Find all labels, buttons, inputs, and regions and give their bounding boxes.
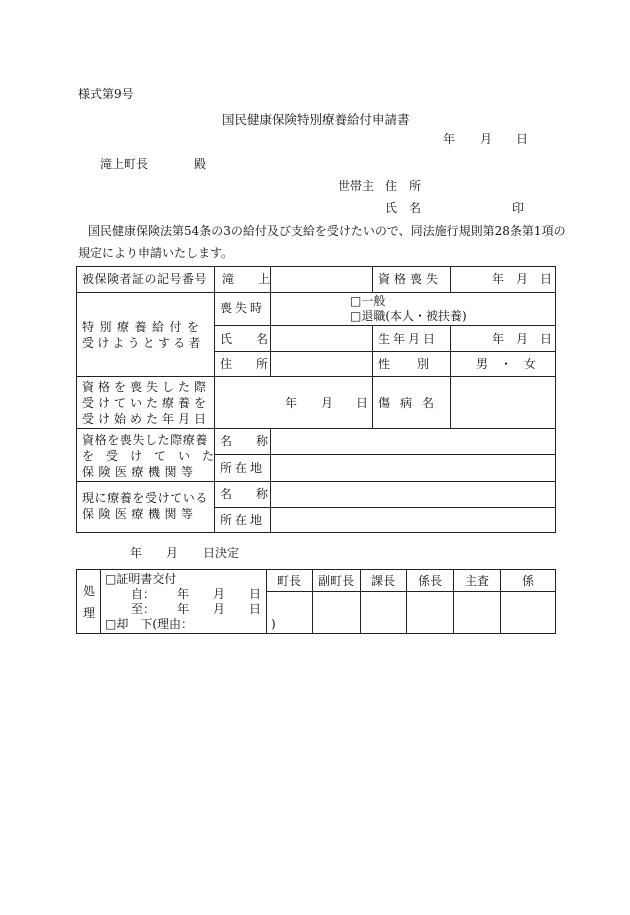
sex-value: 男 ・ 女 — [476, 357, 537, 371]
stamp-header-supervisor: 主査 — [465, 574, 490, 588]
stamp-header-staff: 係 — [522, 574, 535, 588]
reject-option: □却 下(理由： ) — [105, 617, 276, 631]
insured-card-label: 被保険者証の記号番号 — [82, 272, 208, 286]
prev-inst-addr-label: 所在地 — [220, 461, 266, 475]
to-label: 至： — [131, 602, 156, 616]
stamp-header-deputy-mayor: 副町長 — [318, 574, 355, 588]
stamp-header-subsection-chief: 係長 — [418, 574, 443, 588]
address-row-label: 住 所 — [220, 357, 269, 371]
from-label: 自： — [131, 587, 156, 601]
to-year: 年 — [177, 602, 190, 616]
applicant-section-label-1: 特別療養給付を — [82, 320, 205, 334]
curr-inst-name-label: 名 称 — [220, 487, 269, 501]
form-number: 様式第9号 — [78, 87, 134, 101]
to-day: 日 — [249, 602, 262, 616]
start-date-label-1: 資格を喪失した際 — [82, 380, 211, 394]
seal-mark: 印 — [512, 201, 525, 215]
birth-year: 年 — [492, 332, 505, 346]
decision-month: 月 — [166, 546, 179, 560]
loss-date-year: 年 — [492, 272, 505, 286]
sex-label: 性 別 — [378, 357, 431, 371]
address-label: 住 所 — [385, 179, 422, 193]
head-label: 世帯主 — [338, 179, 375, 193]
prev-inst-name-label: 名 称 — [220, 434, 269, 448]
prev-inst-label-3: 保険医療機関等 — [82, 465, 198, 479]
applicant-section-label-2: 受けようとする者 — [82, 336, 204, 350]
stamp-header-section-chief: 課長 — [371, 574, 396, 588]
start-month: 月 — [321, 396, 334, 410]
process-label-2: 理 — [83, 606, 96, 620]
loss-date-month: 月 — [516, 272, 529, 286]
option-retired: □退職(本人・被扶養) — [350, 309, 467, 323]
process-label-1: 処 — [83, 584, 96, 598]
start-year: 年 — [285, 396, 298, 410]
from-day: 日 — [249, 587, 262, 601]
injury-label: 傷病名 — [378, 396, 445, 410]
addressee-name: 滝上町長 — [100, 157, 149, 171]
start-date-label-3: 受け始めた年月日 — [82, 412, 211, 426]
loss-date-label: 資格喪失 — [378, 272, 443, 286]
start-day: 日 — [356, 396, 369, 410]
body-line-1: 国民健康保険法第54条の3の給付及び支給を受けたいので、同法施行規則第28条第1項の — [88, 224, 566, 238]
stamp-header-mayor: 町長 — [277, 574, 302, 588]
from-year: 年 — [177, 587, 190, 601]
date-month: 月 — [480, 132, 493, 146]
birth-day: 日 — [540, 332, 553, 346]
birth-month: 月 — [516, 332, 529, 346]
name-row-label: 氏 名 — [220, 332, 269, 346]
loss-date-day: 日 — [540, 272, 553, 286]
from-month: 月 — [213, 587, 226, 601]
curr-inst-label-2: 保険医療機関等 — [82, 507, 198, 521]
loss-time-label: 喪失時 — [220, 301, 266, 315]
name-label: 氏 名 — [385, 201, 422, 215]
decision-day: 日決定 — [203, 546, 240, 560]
date-year: 年 — [443, 132, 456, 146]
insured-card-value: 滝 上 — [222, 272, 271, 286]
form-title: 国民健康保険特別療養給付申請書 — [222, 112, 410, 127]
date-day: 日 — [516, 132, 529, 146]
curr-inst-label-1: 現に療養を受けている — [82, 491, 209, 505]
start-date-label-2: 受けていた療養を — [82, 396, 211, 410]
option-general: □一般 — [350, 294, 386, 308]
decision-year: 年 — [130, 546, 143, 560]
body-line-2: 規定により申請いたします。 — [78, 246, 234, 260]
prev-inst-label-1: 資格を喪失した際療養 — [82, 433, 209, 447]
birth-date-label: 生年月日 — [378, 332, 439, 346]
addressee-honorific: 殿 — [194, 157, 207, 171]
to-month: 月 — [213, 602, 226, 616]
prev-inst-label-2: を 受 け て い た — [82, 449, 215, 463]
cert-issue-option: □証明書交付 — [105, 572, 177, 586]
curr-inst-addr-label: 所在地 — [220, 513, 266, 527]
